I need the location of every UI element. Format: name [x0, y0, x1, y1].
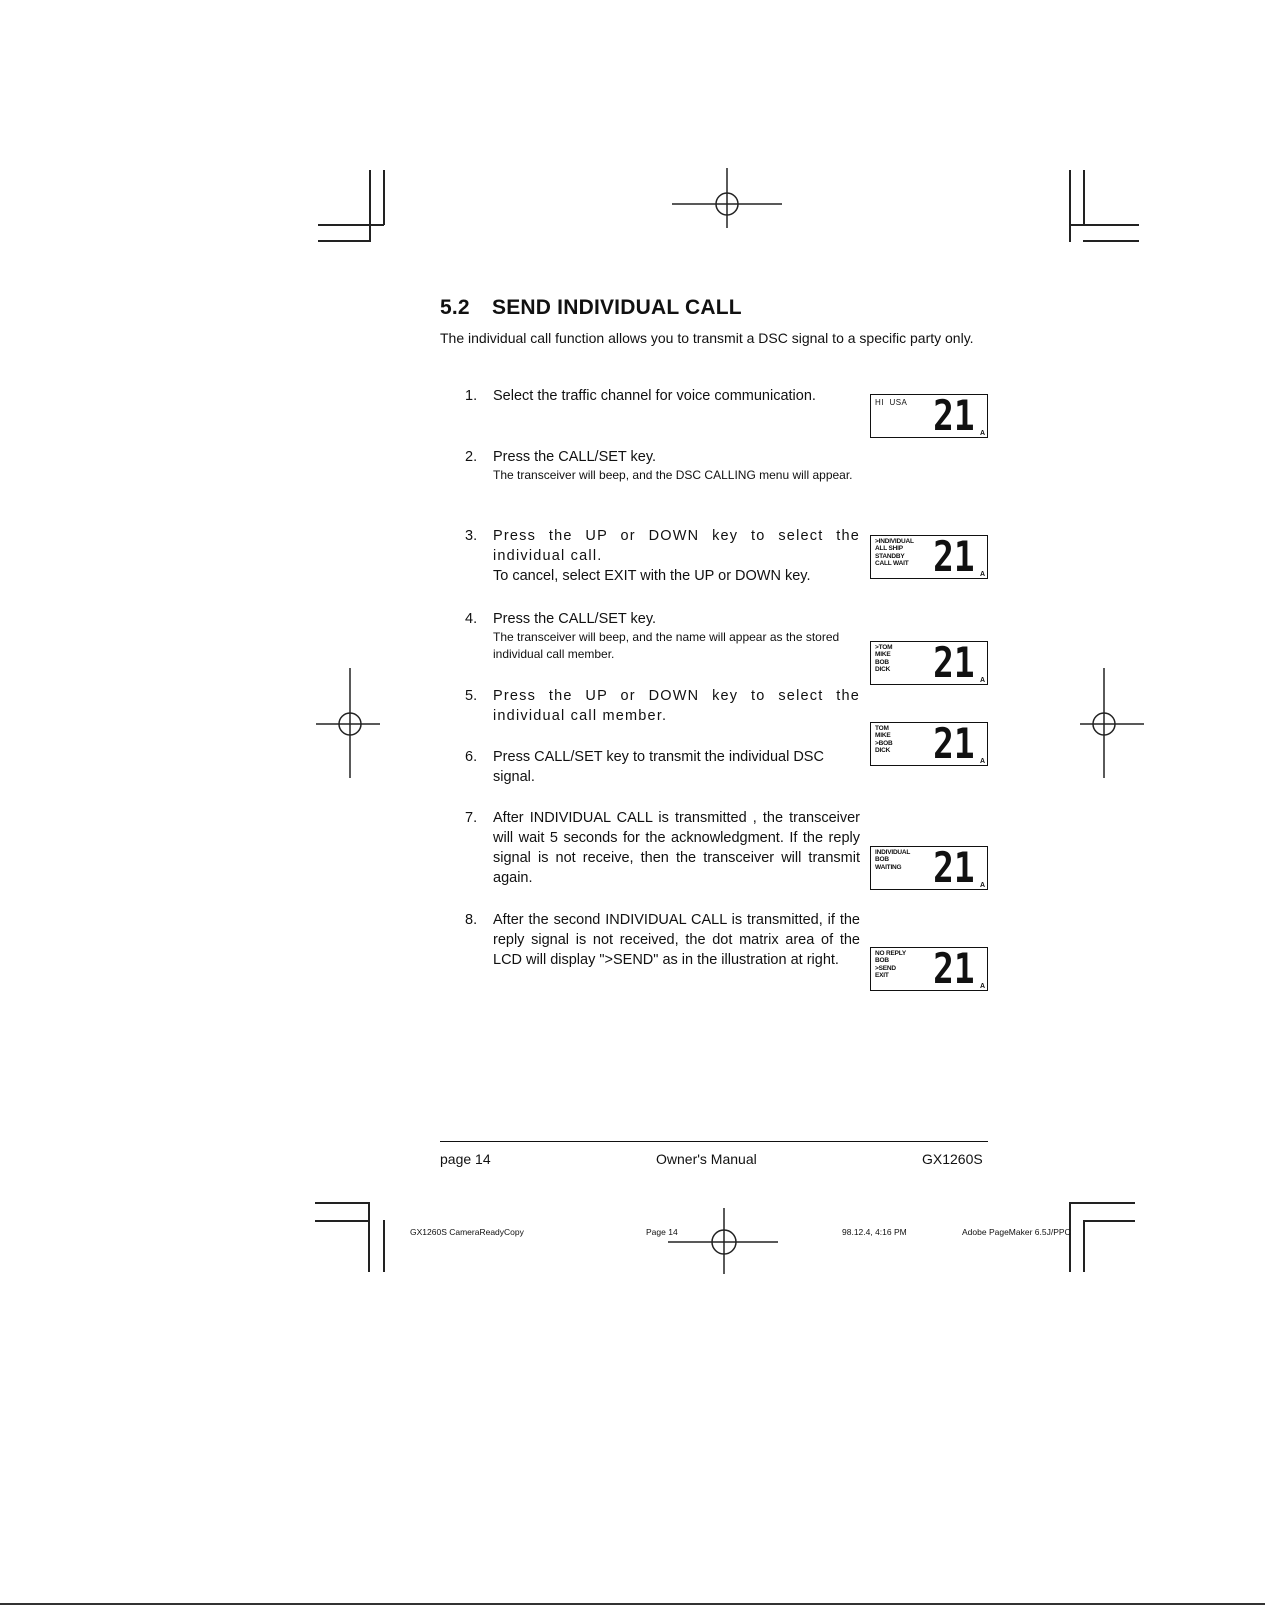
lcd-display-channel — [870, 391, 988, 440]
step-note: The transceiver will beep, and the name will appear as the stored individual call member. — [493, 630, 840, 661]
footer-page-number: page 14 — [440, 1151, 491, 1167]
scan-edge-line — [0, 1603, 1265, 1605]
step-number: 4. — [465, 611, 478, 627]
step-2 — [465, 447, 860, 484]
lcd-channel-suffix: A — [979, 571, 985, 578]
lcd-channel-number: 21 — [933, 638, 975, 687]
lcd-matrix-text: >TOM MIKE BOB DICK — [875, 644, 893, 674]
registration-mark-bottom — [668, 1208, 778, 1274]
slug-date: 98.12.4, 4:16 PM — [842, 1227, 907, 1237]
lcd-channel-suffix: A — [979, 983, 985, 990]
lcd-channel-suffix: A — [979, 430, 985, 437]
step-text: Press the UP or DOWN key to select the individual call member. — [493, 688, 860, 724]
step-text: After INDIVIDUAL CALL is transmitted , the transceiver will wait 5 seconds for the acknowledgment. If the reply signal is not receive, then the transceiver will transmit again. — [493, 810, 860, 886]
lcd-channel-number: 21 — [933, 944, 975, 993]
registration-mark-top — [672, 168, 782, 238]
registration-mark-right — [1080, 668, 1144, 778]
step-text: Press the CALL/SET key. — [493, 449, 657, 465]
lcd-matrix-text: INDIVIDUAL BOB WAITING — [875, 849, 911, 871]
step-text: Press the UP or DOWN key to select the individual call. — [493, 528, 860, 564]
lcd-channel-suffix: A — [979, 677, 985, 684]
slug-file-name: GX1260S CameraReadyCopy — [410, 1227, 524, 1237]
step-number: 2. — [465, 449, 478, 465]
step-4 — [465, 609, 860, 663]
lcd-display-member-selected — [870, 719, 988, 768]
lcd-matrix-text: NO REPLY BOB >SEND EXIT — [875, 950, 907, 980]
step-text: After the second INDIVIDUAL CALL is transmitted, if the reply signal is not received, the dot matrix area of the LCD will display ">SEND" as in the illustration at right. — [493, 912, 860, 968]
step-5 — [465, 686, 860, 726]
lcd-matrix-text: HI USA — [875, 398, 908, 407]
footer-rule — [440, 1141, 988, 1142]
lcd-channel-number: 21 — [933, 843, 975, 892]
lcd-display-waiting — [870, 843, 988, 892]
lcd-channel-suffix: A — [979, 882, 985, 889]
section-intro: The individual call function allows you to transmit a DSC signal to a specific party only. — [440, 330, 974, 346]
lcd-display-no-reply — [870, 944, 988, 993]
step-7 — [465, 808, 860, 888]
section-number: 5.2 — [440, 296, 470, 319]
lcd-display-calling-menu — [870, 532, 988, 581]
step-6 — [465, 747, 860, 787]
lcd-channel-number: 21 — [933, 391, 975, 440]
step-note: To cancel, select EXIT with the UP or DOWN key. — [493, 568, 811, 584]
step-text: Press the CALL/SET key. — [493, 611, 657, 627]
step-1 — [465, 386, 860, 406]
step-note: The transceiver will beep, and the DSC CALLING menu will appear. — [493, 468, 853, 482]
lcd-matrix-text: TOM MIKE >BOB DICK — [875, 725, 893, 755]
footer-model: GX1260S — [922, 1151, 983, 1167]
lcd-matrix-text: >INDIVIDUAL ALL SHIP STANDBY CALL WAIT — [875, 538, 914, 568]
step-number: 5. — [465, 688, 478, 704]
step-number: 1. — [465, 388, 478, 404]
slug-page: Page 14 — [646, 1227, 678, 1237]
step-text: Select the traffic channel for voice communication. — [493, 388, 816, 404]
registration-mark-left — [316, 668, 380, 778]
step-text: Press CALL/SET key to transmit the individual DSC signal. — [493, 749, 824, 785]
lcd-channel-number: 21 — [933, 719, 975, 768]
lcd-display-member-list — [870, 638, 988, 687]
footer-manual-title: Owner's Manual — [656, 1151, 757, 1167]
lcd-channel-number: 21 — [933, 532, 975, 581]
step-number: 7. — [465, 810, 478, 826]
step-number: 6. — [465, 749, 478, 765]
section-title: SEND INDIVIDUAL CALL — [492, 296, 742, 319]
slug-application: Adobe PageMaker 6.5J/PPC — [962, 1227, 1071, 1237]
step-number: 3. — [465, 528, 478, 544]
step-number: 8. — [465, 912, 478, 928]
lcd-channel-suffix: A — [979, 758, 985, 765]
step-3 — [465, 526, 860, 586]
section-heading — [440, 296, 742, 320]
step-8 — [465, 910, 860, 970]
